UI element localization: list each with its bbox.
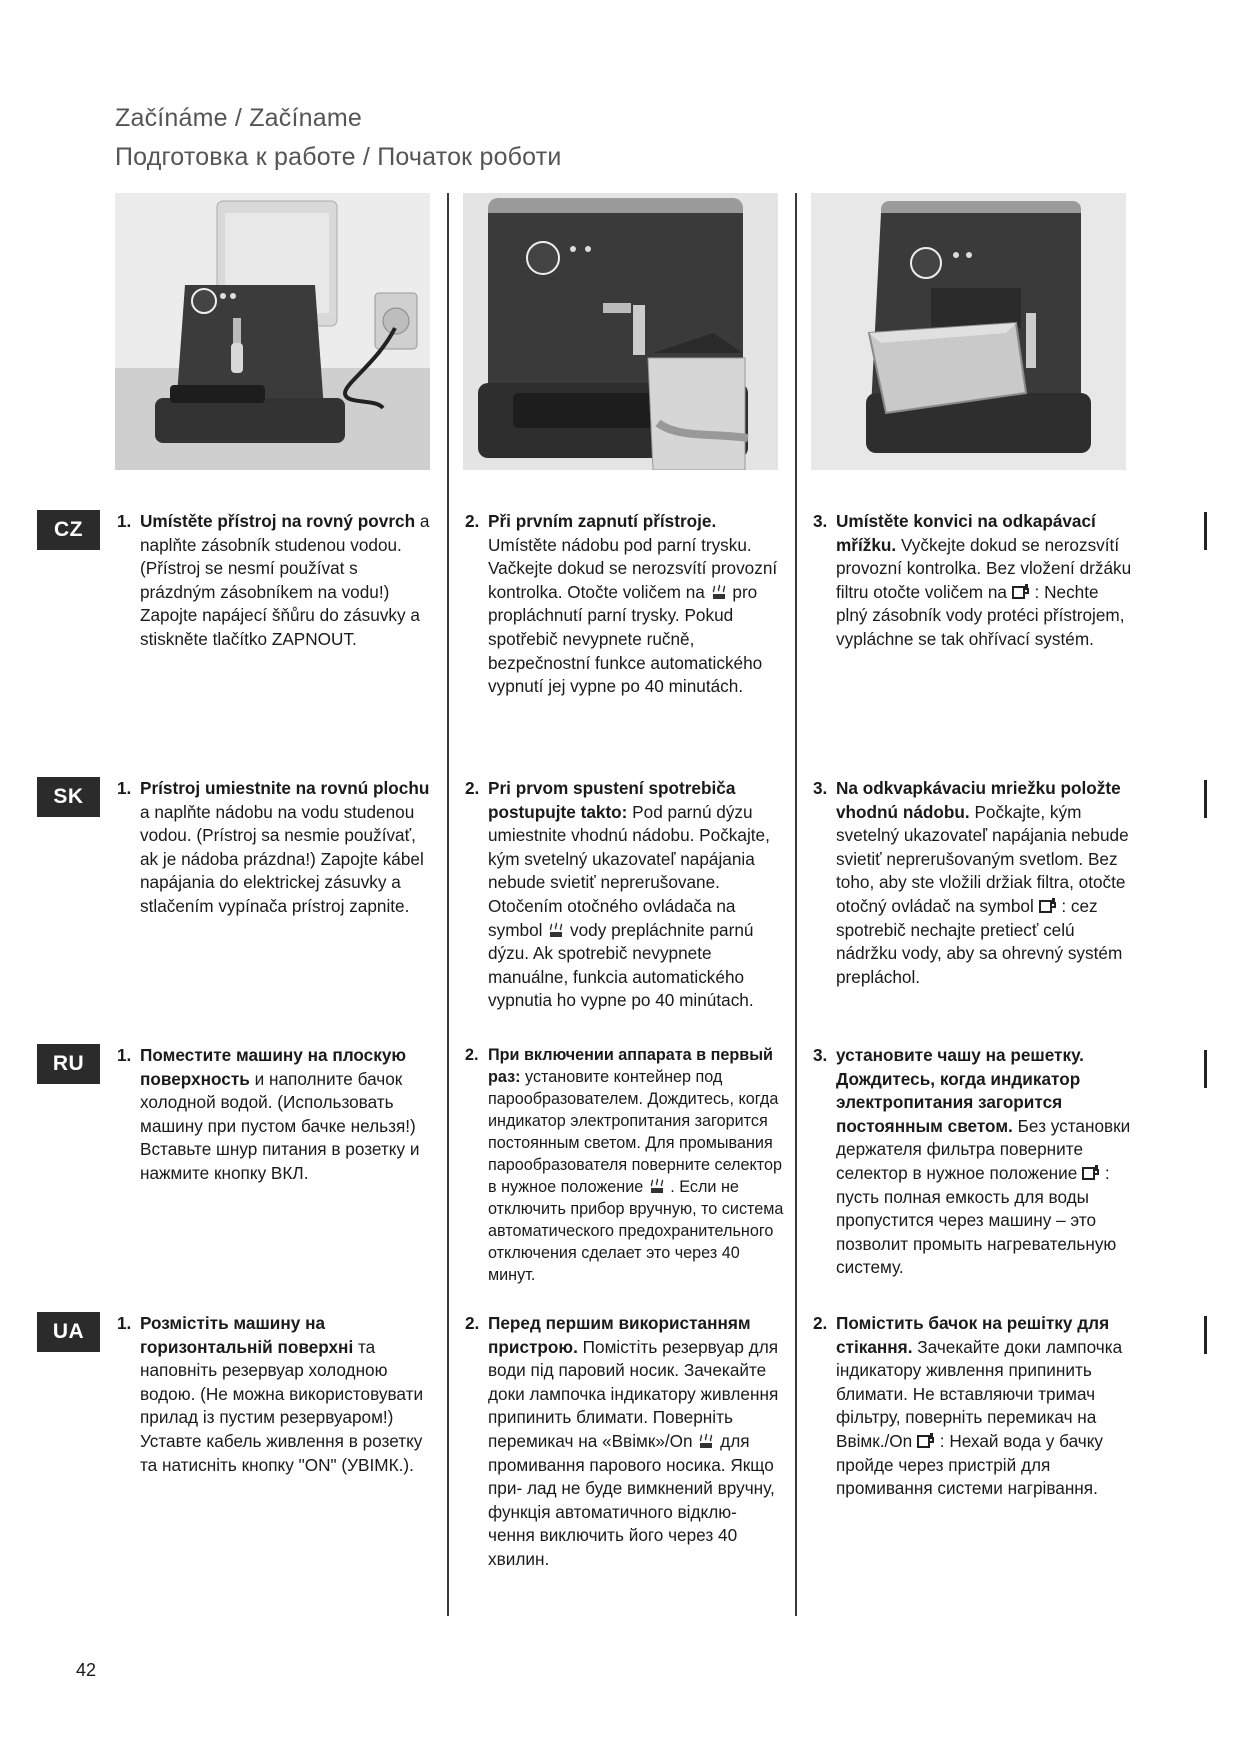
hot-water-cup-icon [1082,1165,1100,1181]
coffee-machine-with-bowl-icon [811,193,1126,470]
language-badge-cz: CZ [37,510,100,550]
sk-step-1: 1. Prístroj umiestnite na rovnú plochu a naplňte nádobu na vodu studenou vodou. (Prístroj sa nesmie používať, ak je nádoba prázdna!) Zapojte kábel napájania do elektrickej zásuvky a stlačením vypínača prístroj zapnite. [117,778,430,916]
figure-machine-with-bowl-on-drip-tray [811,193,1126,470]
column-divider [447,193,449,1616]
hot-water-cup-icon [1012,584,1030,600]
sk-step-2: 2. Pri prvom spustení spotrebiča postupujte takto: Pod parnú dýzu umiestnite vhodnú nádobu. Počkajte, kým svetelný ukazovateľ napájania nebude svietiť neprerušovane. Otočením otočného ovládača na symbol vody prepláchnite parnú dýzu. Ak spotrebič nevypnete manuálne, funkcia automatického vypnutia ho vypne po 40 minútach. [465,778,770,1011]
ru-step-3: 3. установите чашу на решетку. Дождитесь, когда индикатор электропитания загорится постоянным светом. Без установки держателя фильтра поверните селектор в нужное положение : пусть полная емкость для воды пропустится через машину – это позволит промыть нагревательную систему. [813,1045,1131,1278]
figure-machine-with-jug-under-steam-wand [463,193,778,470]
hot-water-cup-icon [917,1433,935,1449]
sk-step-3: 3. Na odkvapkávaciu mriežku položte vhodnú nádobu. Počkajte, kým svetelný ukazovateľ napájania nebude svietiť neprerušovaným svetlom. Bez toho, aby ste vložili držiak filtra, otočte otočný ovládač na symbol : cez spotrebič nechajte pretiecť celú nádržku vody, aby sa ohrevný systém prepláchol. [813,778,1129,987]
page-number: 42 [76,1660,97,1680]
coffee-machine-with-socket-icon [115,193,430,470]
margin-mark [1204,512,1207,550]
figure-machine-filling-water-and-plug [115,193,430,470]
margin-mark [1204,1050,1207,1088]
ru-step-1: 1. Поместите машину на плоскую поверхность и наполните бачок холодной водой. (Использовать машину при пустом бачке нельзя!) Вставьте шнур питания в розетку и нажмите кнопку ВКЛ. [117,1045,420,1183]
column-divider [795,193,797,1616]
language-badge-ua: UA [37,1312,100,1352]
ua-step-2: 2. Перед першим використанням пристрою. Помістіть резервуар для води під паровий носик. Зачекайте доки лампочка індикатору живлення припинить блимати. Поверніть перемикач на «Ввімк»/On для промивання парового носика. Якщо при- лад не буде вимкнений вручну, функція автоматичного відклю- чення виключить його через 40 хвилин. [465,1313,779,1569]
cz-step-3: 3. Umístěte konvici na odkapávací mřížku. Vyčkejte dokud se nerozsvítí provozní kontrolka. Bez vložení držáku filtru otočte voličem na : Nechte plný zásobník vody protéci přístrojem, vypláchne se tak ohřívací systém. [813,511,1132,649]
page-subtitle: Подготовка к работе / Початок роботи [115,143,562,171]
margin-mark [1204,780,1207,818]
ua-step-1: 1. Розмістіть машину на горизонтальній поверхні та наповніть резервуар холодною водою. (Не можна використовувати прилад із пустим резервуаром!) Уставте кабель живлення в розетку та натисніть кнопку "ON" (УВІМК.). [117,1313,424,1475]
language-badge-sk: SK [37,777,100,817]
steam-symbol-icon [547,922,565,938]
cz-step-1: 1. Umístěte přístroj na rovný povrch a naplňte zásobník studenou vodou. (Přístroj se nesmí používat s prázdným zásobníkem na vodu!) Zapojte napájecí šňůru do zásuvky a stiskněte tlačítko ZAPNOUT. [117,511,430,649]
language-badge-ru: RU [37,1044,100,1084]
cz-step-2: 2. Při prvním zapnutí přístroje. Umístěte nádobu pod parní trysku. Vačkejte dokud se nerozsvítí provozní kontrolka. Otočte voličem na pro propláchnutí parní trysky. Pokud spotřebič nevypnete ručně, bezpečnostní funkce automatického vypnutí jej vypne po 40 minutách. [465,511,778,697]
hot-water-cup-icon [1039,898,1057,914]
steam-symbol-icon [697,1433,715,1449]
margin-mark [1204,1316,1207,1354]
ru-step-2: 2. При включении аппарата в первый раз: установите контейнер под парообразователем. Дождитесь, когда индикатор электропитания загорится постоянным светом. Для промывания парообразователя поверните селектор в нужное положение . Если не отключить прибор вручную, то система автоматического предохранительного отключения сделает это через 40 минут. [465,1046,784,1284]
page-title: Začínáme / Začíname [115,104,362,132]
steam-symbol-icon [710,584,728,600]
steam-symbol-icon [648,1178,666,1194]
ua-step-3: 2. Помістить бачок на решітку для стікання. Зачекайте доки лампочка індикатору живлення припинить блимати. Не вставляючи тримач фільтру, поверніть перемикач на Ввімк./On : Нехай вода у бачку пройде через пристрій для промивання системи нагрівання. [813,1313,1123,1499]
coffee-machine-with-jug-icon [463,193,778,470]
